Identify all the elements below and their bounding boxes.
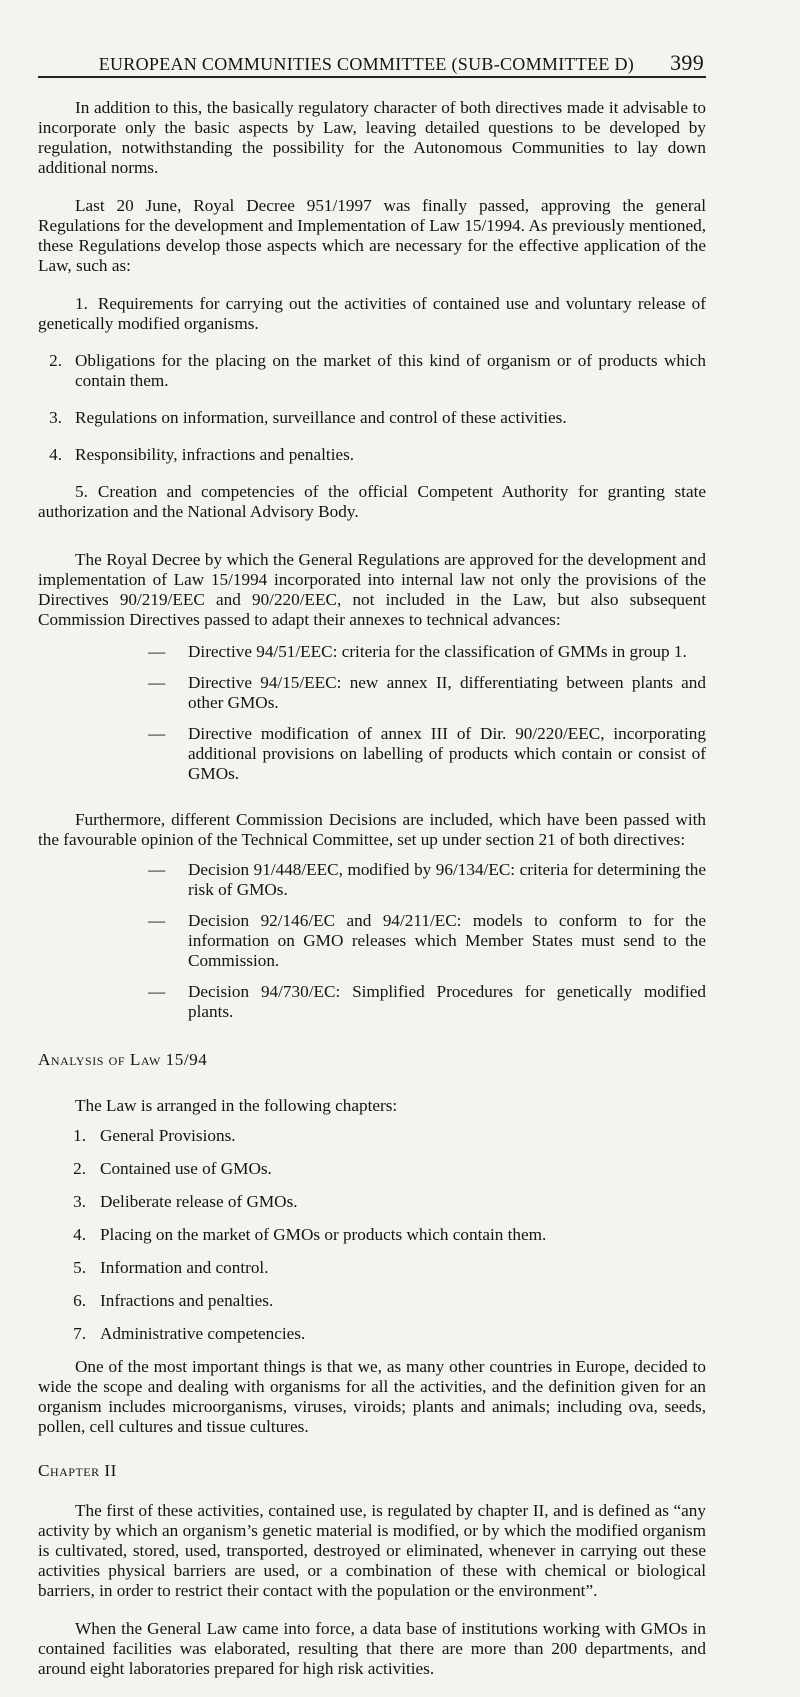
chapter-item: 7. Administrative competencies. [73, 1324, 306, 1343]
paragraph-8: When the General Law came into force, a data base of institutions working with GMOs in contained facilities was elaborated, resulting that there are more than 200 departments, and around eight laboratories prepared for high risk activities. [38, 1619, 706, 1678]
chapter-item: 6. Infractions and penalties. [73, 1291, 274, 1310]
chapter-heading: Chapter II [38, 1461, 117, 1480]
chapter-item: 3. Deliberate release of GMOs. [73, 1192, 298, 1211]
paragraph-1: In addition to this, the basically regulatory character of both directives made it advisable to incorporate only the basic aspects by Law, leaving detailed questions to be developed by regulation, notwithstanding the possibility for the Autonomous Communities to lay down additional norms. [38, 98, 706, 177]
aspect-item: 3. Regulations on information, surveillance and control of these activities. [49, 408, 567, 427]
paragraph-3: The Royal Decree by which the General Regulations are approved for the development and implementation of Law 15/1994 incorporated into internal law not only the provisions of the Directives 90/219/EEC and 90/220/EEC, not included in the Law, but also subsequent Commission Directives passed to adapt their annexes to technical advances: [38, 550, 706, 629]
decision-item: — Decision 94/730/EC: Simplified Procedures for genetically modified plants. [148, 982, 706, 1021]
aspect-item: 5. Creation and competencies of the official Competent Authority for granting state authorization and the National Advisory Body. [38, 482, 706, 521]
chapter-item: 4. Placing on the market of GMOs or products which contain them. [73, 1225, 547, 1244]
directive-item: — Directive 94/15/EEC: new annex II, differentiating between plants and other GMOs. [148, 673, 706, 712]
page-body [38, 98, 706, 1697]
paragraph-5: The Law is arranged in the following chapters: [75, 1096, 398, 1115]
paragraph-6: One of the most important things is that we, as many other countries in Europe, decided to wide the scope and dealing with organisms for all the activities, and the definition given for an organism includes microorganisms, viruses, viroids; plants and animals; including ova, seeds, pollen, cell cultures and tissue cultures. [38, 1357, 706, 1436]
paragraph-4: Furthermore, different Commission Decisions are included, which have been passed with the favourable opinion of the Technical Committee, set up under section 21 of both directives: [38, 810, 706, 849]
chapter-item: 2. Contained use of GMOs. [73, 1159, 272, 1178]
section-heading: Analysis of Law 15/94 [38, 1050, 208, 1069]
decision-item: — Decision 91/448/EEC, modified by 96/134/EC: criteria for determining the risk of GMOs. [148, 860, 706, 899]
header-rule [38, 76, 706, 78]
aspect-item: 2. Obligations for the placing on the market of this kind of organism or of products which contain them. [49, 351, 706, 390]
running-title: EUROPEAN COMMUNITIES COMMITTEE (SUB-COMMITTEE D) [98, 54, 635, 74]
paragraph-2: Last 20 June, Royal Decree 951/1997 was finally passed, approving the general Regulations for the development and Implementation of Law 15/1994. As previously mentioned, these Regulations develop those aspects which are necessary for the effective application of the Law, such as: [38, 196, 706, 275]
chapter-item: 5. Information and control. [73, 1258, 269, 1277]
directive-item: — Directive modification of annex III of Dir. 90/220/EEC, incorporating additional provisions on labelling of products which contain or consist of GMOs. [148, 724, 706, 783]
directive-item: — Directive 94/51/EEC: criteria for the classification of GMMs in group 1. [148, 642, 687, 661]
aspect-item: 1. Requirements for carrying out the activities of contained use and voluntary release of genetically modified organisms. [38, 294, 706, 333]
chapter-item: 1. General Provisions. [73, 1126, 236, 1145]
decision-item: — Decision 92/146/EC and 94/211/EC: models to conform to for the information on GMO releases which Member States must send to the Commission. [148, 911, 706, 970]
paragraph-7: The first of these activities, contained use, is regulated by chapter II, and is defined as “any activity by which an organism’s genetic material is modified, or by which the modified organism is cultivated, stored, used, transported, destroyed or eliminated, whenever in carrying out these activities physical barriers are used, or a combination of these with chemical or biological barriers, in order to restrict their contact with the population or the environment”. [38, 1501, 706, 1600]
aspect-item: 4. Responsibility, infractions and penalties. [49, 445, 355, 464]
chapter-list [38, 1126, 706, 1344]
page-number: 399 [670, 50, 704, 75]
running-header [40, 50, 704, 76]
